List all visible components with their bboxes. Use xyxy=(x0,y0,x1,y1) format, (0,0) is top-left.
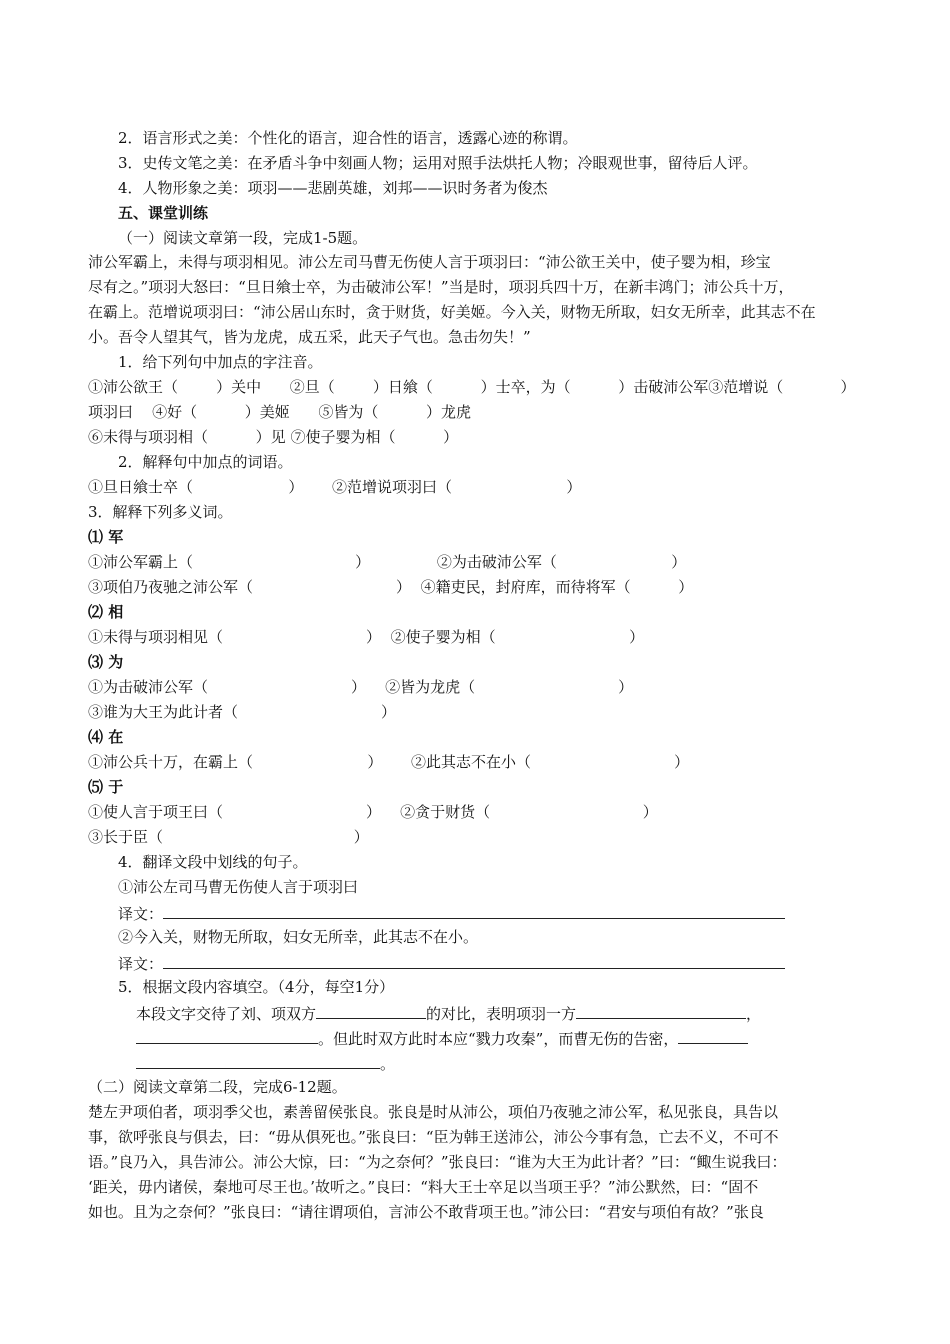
fill-blank[interactable] xyxy=(678,1027,748,1044)
q4-translation-2 xyxy=(118,952,785,974)
translation-label: 译文： xyxy=(118,955,164,973)
fill-blank[interactable] xyxy=(576,1002,746,1019)
passage2-line: 如也。且为之奈何？”张良曰：“请往谓项伯，言沛公不敢背项王也。”沛公曰：“君安与项伯有故？”张良 xyxy=(88,1203,764,1221)
fill-blank[interactable] xyxy=(136,1027,318,1044)
q5-line-3: 。 xyxy=(136,1052,395,1074)
q1-line: ⑥未得与项羽相（ ）见 ⑦使子婴为相（ ） xyxy=(88,428,459,446)
q2-title: 2．解释句中加点的词语。 xyxy=(118,453,293,471)
q3-line: ①为击破沛公军（ ） ②皆为龙虎（ ） xyxy=(88,678,634,696)
passage1-line: 沛公军霸上，未得与项羽相见。沛公左司马曹无伤使人言于项羽曰：“沛公欲王关中，使子婴为相，珍宝 xyxy=(88,253,771,271)
passage1-line: 尽有之。”项羽大怒曰：“旦日飨士卒，为击破沛公军！”当是时，项羽兵四十万，在新丰鸿门；沛公兵十万， xyxy=(88,278,794,296)
q3-line: ①沛公军霸上（ ） ②为击破沛公军（ ） xyxy=(88,553,687,571)
point-2: 2．语言形式之美：个性化的语言，迎合性的语言，透露心迹的称谓。 xyxy=(118,129,578,147)
part2-intro: （二）阅读文章第二段，完成6-12题。 xyxy=(88,1078,347,1096)
passage1-line: 在霸上。范增说项羽曰：“沛公居山东时，贪于财货，好美姬。今入关，财物无所取，妇女无所幸，此其志不在 xyxy=(88,303,816,321)
q5-line-1: 本段文字交待了刘、项双方 的对比，表明项羽一方 ， xyxy=(136,1002,761,1024)
q4-translation-1 xyxy=(118,902,785,924)
passage1-line: 小。吾令人望其气，皆为龙虎，成五采，此天子气也。急击勿失！” xyxy=(88,328,531,346)
section-title: 五、课堂训练 xyxy=(118,204,209,222)
q3-group-head: ⑶ 为 xyxy=(88,653,124,671)
q3-group-head: ⑷ 在 xyxy=(88,728,124,746)
q4-title: 4．翻译文段中划线的句子。 xyxy=(118,853,308,871)
q4-sentence-2: ②今入关，财物无所取，妇女无所幸，此其志不在小。 xyxy=(118,928,479,946)
q1-line: ①沛公欲王（ ）关中 ②旦（ ）日飨（ ）士卒，为（ ）击破沛公军③范增说（ ） xyxy=(88,378,856,396)
q5-title: 5．根据文段内容填空。（4分，每空1分） xyxy=(118,978,395,996)
q1-line: 项羽曰 ④好（ ）美姬 ⑤皆为（ ）龙虎 xyxy=(88,403,472,421)
q3-group-head: ⑸ 于 xyxy=(88,778,124,796)
q2-line: ①旦日飨士卒（ ） ②范增说项羽曰（ ） xyxy=(88,478,582,496)
translation-blank[interactable] xyxy=(163,902,785,919)
q1-title: 1．给下列句中加点的字注音。 xyxy=(118,353,323,371)
fill-blank[interactable] xyxy=(136,1052,380,1069)
q3-line: ③长于臣（ ） xyxy=(88,828,369,846)
q3-line: ①使人言于项王曰（ ） ②贪于财货（ ） xyxy=(88,803,658,821)
q3-line: ①未得与项羽相见（ ） ②使子婴为相（ ） xyxy=(88,628,645,646)
part1-intro: （一）阅读文章第一段，完成1-5题。 xyxy=(118,229,368,247)
translation-blank[interactable] xyxy=(163,952,785,969)
q3-line: ③项伯乃夜驰之沛公军（ ） ④籍吏民，封府库，而待将军（ ） xyxy=(88,578,694,596)
q3-title: 3．解释下列多义词。 xyxy=(88,503,233,521)
passage2-line: ‘距关，毋内诸侯，秦地可尽王也。’故听之。”良曰：“料大王士卒足以当项王乎？”沛公默然，曰：“固不 xyxy=(88,1178,759,1196)
translation-label: 译文： xyxy=(118,905,164,923)
passage2-line: 语。”良乃入，具告沛公。沛公大惊，曰：“为之奈何？”张良曰：“谁为大王为此计者？”曰：“鲰生说我曰： xyxy=(88,1153,787,1171)
point-4: 4．人物形象之美：项羽——悲剧英雄，刘邦——识时务者为俊杰 xyxy=(118,179,548,197)
q3-group-head: ⑴ 军 xyxy=(88,528,124,546)
point-3: 3．史传文笔之美：在矛盾斗争中刻画人物；运用对照手法烘托人物；冷眼观世事，留待后人评。 xyxy=(118,154,758,172)
passage2-line: 楚左尹项伯者，项羽季父也，素善留侯张良。张良是时从沛公，项伯乃夜驰之沛公军，私见张良，具告以 xyxy=(88,1103,779,1121)
q5-line-2: 。但此时双方此时本应“戮力攻秦”，而曹无伤的告密， xyxy=(136,1027,748,1049)
fill-blank[interactable] xyxy=(316,1002,426,1019)
passage2-line: 事，欲呼张良与俱去，曰：“毋从俱死也。”张良曰：“臣为韩王送沛公，沛公今事有急，亡去不义，不可不 xyxy=(88,1128,779,1146)
q3-line: ③谁为大王为此计者（ ） xyxy=(88,703,397,721)
q3-group-head: ⑵ 相 xyxy=(88,603,124,621)
q3-line: ①沛公兵十万，在霸上（ ） ②此其志不在小（ ） xyxy=(88,753,690,771)
q4-sentence-1: ①沛公左司马曹无伤使人言于项羽曰 xyxy=(118,878,359,896)
